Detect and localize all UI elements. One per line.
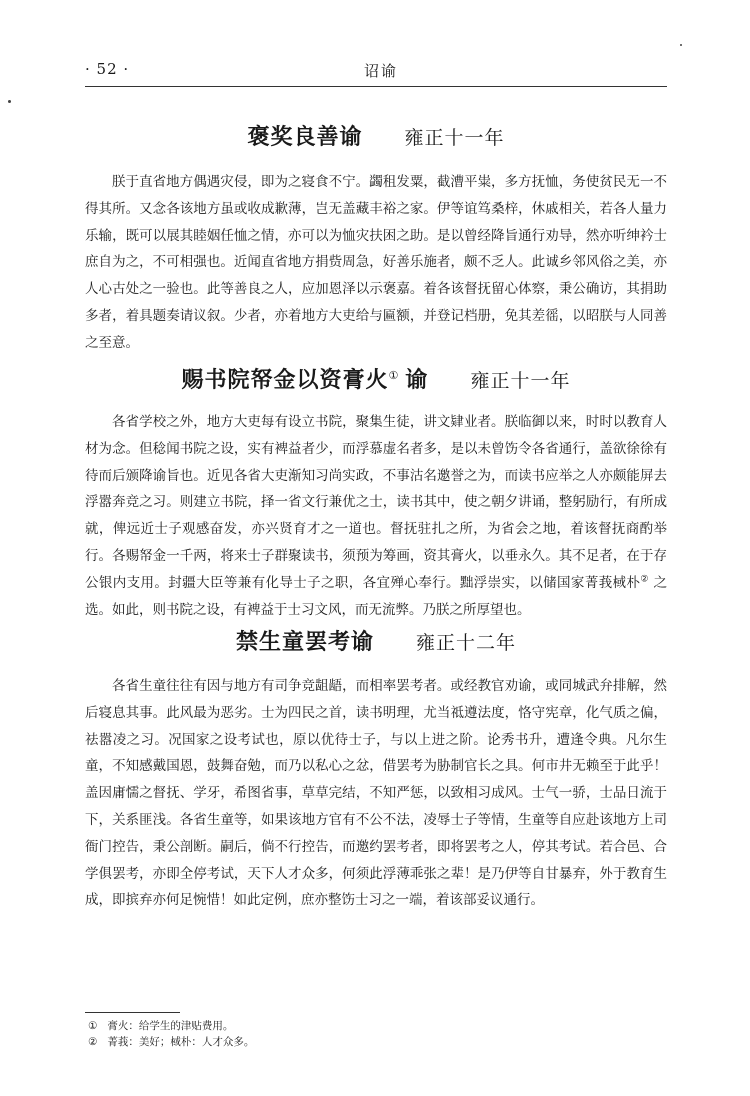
footnote-2-text: 菁莪：美好；棫朴：人才众多。 bbox=[107, 1036, 255, 1048]
footnote-2-mark: ② bbox=[88, 1036, 98, 1048]
section-1-title-text: 褒奖良善谕 bbox=[247, 125, 363, 150]
section-2-body-part-b: 之选。如此，则书院之设，有裨益于士习文风，而无流弊。乃朕之所厚望也。 bbox=[85, 574, 667, 618]
page-header bbox=[85, 60, 667, 82]
footnotes bbox=[88, 1018, 648, 1050]
running-title: 诏谕 bbox=[363, 62, 398, 80]
scan-speck bbox=[680, 44, 682, 46]
section-1-title bbox=[85, 120, 667, 151]
section-2-title-text: 赐书院帑金以资膏火 bbox=[181, 368, 389, 393]
section-2-body bbox=[85, 409, 667, 623]
footnote-2 bbox=[88, 1034, 648, 1050]
section-3-title bbox=[85, 625, 667, 656]
section-2-title bbox=[85, 363, 667, 394]
header-rule bbox=[85, 86, 667, 87]
footnote-1-text: 膏火：给学生的津贴费用。 bbox=[107, 1020, 234, 1032]
section-2-body-note: ② bbox=[640, 574, 649, 585]
section-2-body-part-a: 各省学校之外，地方大吏每有设立书院，聚集生徒，讲文肄业者。朕临御以来，时时以教育人材为念。但稔闻书院之设，实有裨益者少，而浮慕虚名者多，是以未曾饬令各省通行，盖欲徐徐有待而后颁降谕旨也。近见各省大吏渐知习尚实政，不事沽名邀誉之为，而读书应举之人亦颇能屏去浮嚣奔竞之习。则建立书院，择一省文行兼优之士，读书其中，使之朝夕讲诵，整躬励行，有所成就，俾远近士子观感奋发，亦兴贤育才之一道也。督抚驻扎之所，为省会之地，着该督抚商酌举行。各赐帑金一千两，将来士子群聚读书，须预为筹画，资其膏火，以垂永久。其不足者，在于存公银内支用。封疆大臣等兼有化导士子之职，各宜殚心奉行。黜浮崇实，以储国家菁莪棫朴 bbox=[85, 414, 667, 591]
section-2-date: 雍正十一年 bbox=[470, 370, 571, 392]
footnote-1-mark: ① bbox=[88, 1020, 98, 1032]
section-3-body: 各省生童往往有因与地方有司争竞龃龉，而相率罢考者。或经教官劝谕，或同城武弁排解，然后寝息其事。此风最为恶劣。士为四民之首，读书明理，尤当祗遵法度，恪守宪章，化气质之偏，祛嚣凌之习。况国家之设考试也，原以优待士子，与以上进之阶。论秀书升，遭逢令典。凡尔生童，不知感戴国恩，鼓舞奋勉，而乃以私心之忿，借罢考为胁制官长之具。何市井无赖至于此乎！盖因庸懦之督抚、学牙，希图省事，草草完结，不知严惩，以致相习成风。士气一骄，士品日流于下，关系匪浅。各省生童等，如果该地方官有不公不法，凌辱士子等情，生童等自应赴该地方上司衙门控告，秉公剖断。嗣后，倘不行控告，而邀约罢考者，即将罢考之人，停其考试。若合邑、合学俱罢考，亦即全停考试，天下人才众多，何须此浮薄乖张之辈！是乃伊等自甘暴弃，外于教育生成，即摈弃亦何足惋惜！如此定例，庶亦整饬士习之一端，着该部妥议通行。 bbox=[85, 678, 667, 909]
scan-speck bbox=[8, 100, 11, 103]
footnote-rule bbox=[85, 1012, 180, 1013]
section-3-title-text: 禁生童罢考谕 bbox=[235, 630, 374, 655]
section-2-title-note: ① bbox=[388, 368, 400, 382]
section-1-body: 朕于直省地方偶遇灾侵，即为之寝食不宁。蠲租发粟，截漕平粜，多方抚恤，务使贫民无一不得其所。又念各该地方虽或收成歉薄，岂无盖藏丰裕之家。伊等谊笃桑梓，休戚相关，若各人量力乐输，既可以展其睦姻任恤之情，亦可以为恤灾扶困之助。是以曾经降旨通行劝导，然亦听绅衿士庶自为之，不可相强也。近闻直省地方捐赀周急，好善乐施者，颇不乏人。此诚乡邻风俗之美，亦人心古处之一验也。此等善良之人，应加恩泽以示褒嘉。着各该督抚留心体察，秉公确访，其捐助多者，着具题奏请议叙。少者，亦着地方大吏给与匾额，并登记档册，免其差徭，以昭朕与人同善之至意。 bbox=[85, 174, 667, 351]
section-3-date: 雍正十二年 bbox=[416, 632, 517, 654]
section-2-title-tail: 谕 bbox=[405, 368, 429, 393]
page-number: · 52 · bbox=[85, 60, 130, 78]
footnote-1 bbox=[88, 1018, 648, 1034]
section-1-date: 雍正十一年 bbox=[404, 127, 505, 149]
